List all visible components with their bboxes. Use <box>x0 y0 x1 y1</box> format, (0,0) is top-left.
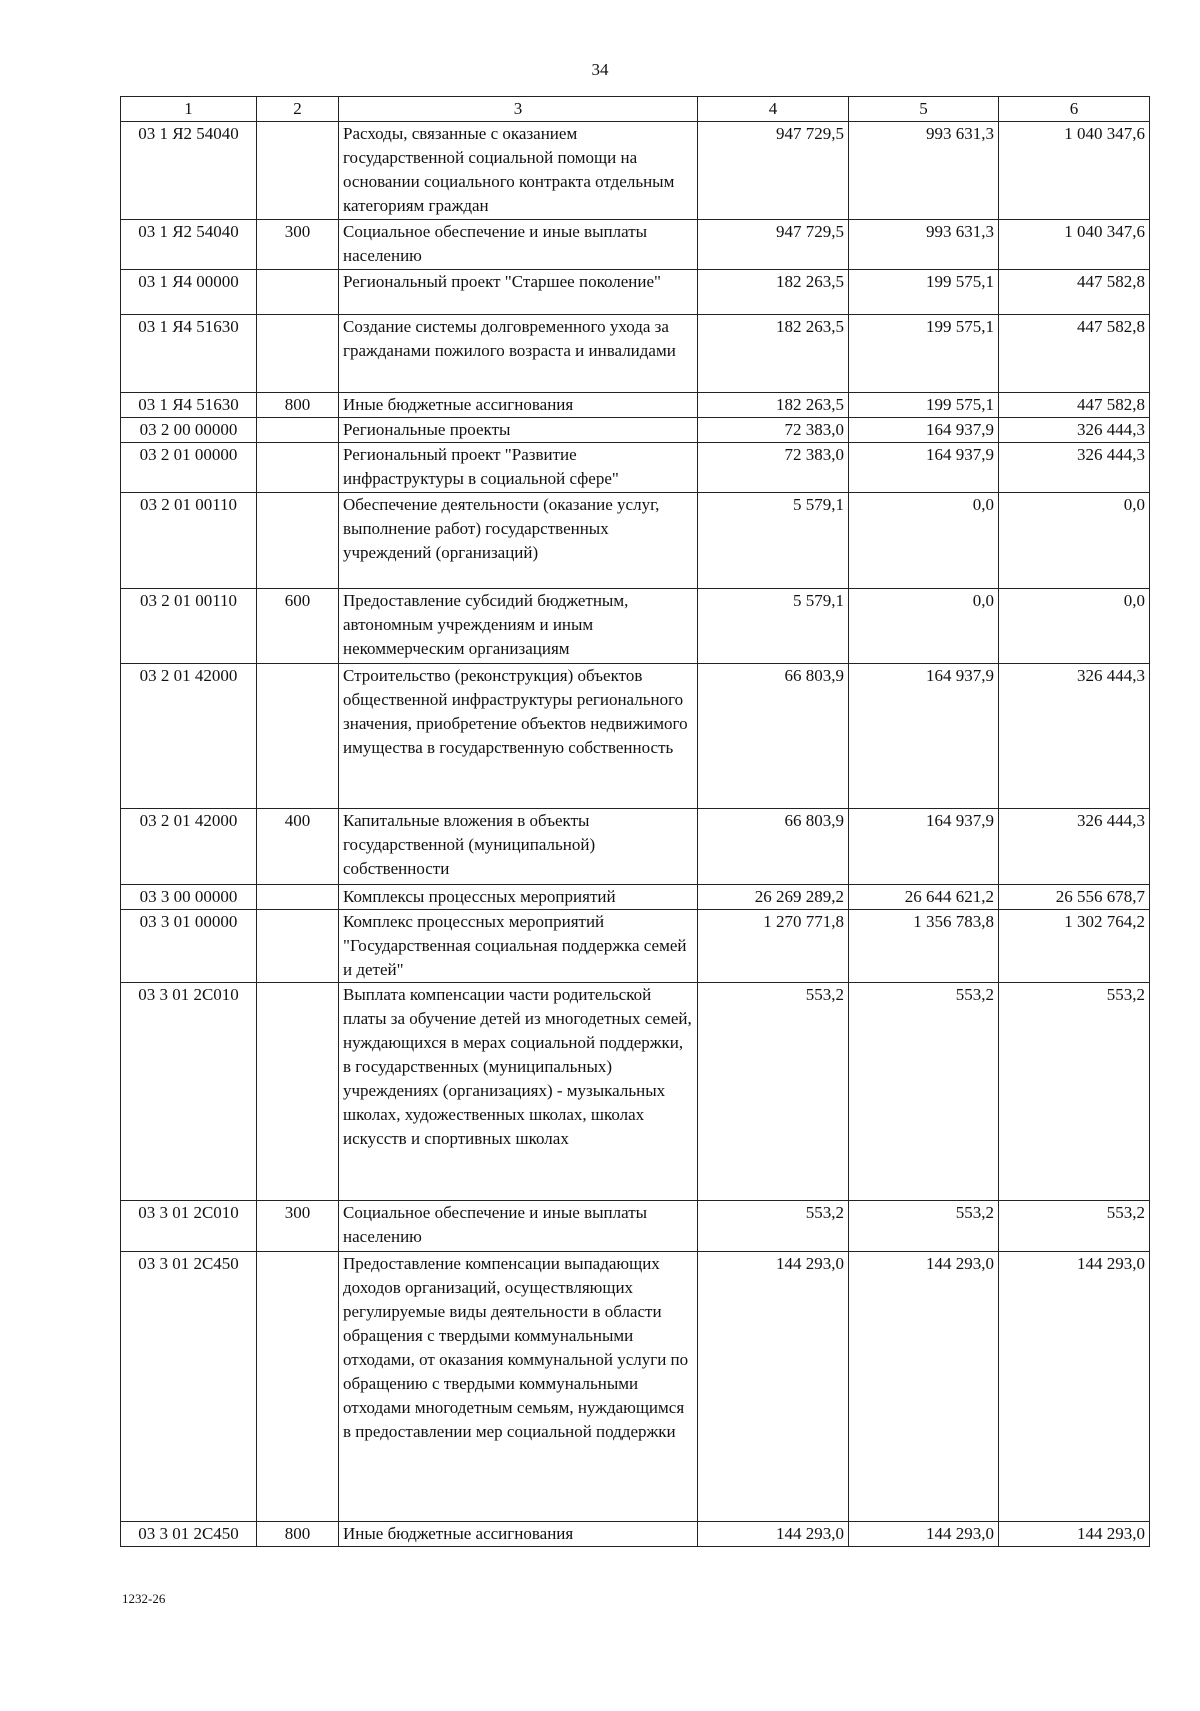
column-header: 5 <box>849 97 999 122</box>
amount-cell: 164 937,9 <box>849 443 999 493</box>
table-row <box>121 910 1150 983</box>
code-cell: 03 3 01 2С010 <box>121 1201 257 1252</box>
amount-cell: 0,0 <box>849 589 999 664</box>
code-cell: 03 2 01 00110 <box>121 589 257 664</box>
amount-cell: 947 729,5 <box>698 220 849 270</box>
name-cell: Выплата компенсации части родительской платы за обучение детей из многодетных семей, нуждающихся в мерах социальной поддержки, в государственных (муниципальных) учреждениях (организациях) - музыкальных школах, художественных школах, школах искусств и спортивных школах <box>339 983 698 1201</box>
amount-cell: 326 444,3 <box>999 664 1150 809</box>
table-row <box>121 664 1150 809</box>
amount-cell: 447 582,8 <box>999 393 1150 418</box>
amount-cell: 66 803,9 <box>698 664 849 809</box>
name-cell: Комплексы процессных мероприятий <box>339 885 698 910</box>
amount-cell: 164 937,9 <box>849 418 999 443</box>
expense-type-cell <box>257 664 339 809</box>
column-header: 1 <box>121 97 257 122</box>
table-row <box>121 1252 1150 1522</box>
expense-type-cell: 300 <box>257 220 339 270</box>
amount-cell: 144 293,0 <box>698 1252 849 1522</box>
table-row <box>121 809 1150 885</box>
expense-type-cell <box>257 418 339 443</box>
code-cell: 03 3 00 00000 <box>121 885 257 910</box>
amount-cell: 447 582,8 <box>999 315 1150 393</box>
amount-cell: 1 302 764,2 <box>999 910 1150 983</box>
amount-cell: 164 937,9 <box>849 809 999 885</box>
code-cell: 03 2 01 00110 <box>121 493 257 589</box>
column-header: 3 <box>339 97 698 122</box>
code-cell: 03 1 Я2 54040 <box>121 220 257 270</box>
table-row <box>121 122 1150 220</box>
amount-cell: 553,2 <box>999 1201 1150 1252</box>
expense-type-cell: 800 <box>257 393 339 418</box>
name-cell: Комплекс процессных мероприятий "Государственная социальная поддержка семей и детей" <box>339 910 698 983</box>
expense-type-cell: 300 <box>257 1201 339 1252</box>
name-cell: Иные бюджетные ассигнования <box>339 1522 698 1547</box>
amount-cell: 182 263,5 <box>698 393 849 418</box>
table-row <box>121 589 1150 664</box>
code-cell: 03 1 Я4 51630 <box>121 393 257 418</box>
expense-type-cell: 400 <box>257 809 339 885</box>
name-cell: Иные бюджетные ассигнования <box>339 393 698 418</box>
name-cell: Социальное обеспечение и иные выплаты населению <box>339 220 698 270</box>
table-row <box>121 393 1150 418</box>
column-header: 6 <box>999 97 1150 122</box>
amount-cell: 326 444,3 <box>999 443 1150 493</box>
code-cell: 03 1 Я4 51630 <box>121 315 257 393</box>
amount-cell: 1 356 783,8 <box>849 910 999 983</box>
amount-cell: 553,2 <box>999 983 1150 1201</box>
code-cell: 03 3 01 2С450 <box>121 1252 257 1522</box>
column-header: 2 <box>257 97 339 122</box>
amount-cell: 5 579,1 <box>698 589 849 664</box>
amount-cell: 144 293,0 <box>849 1522 999 1547</box>
table-header-row <box>121 97 1150 122</box>
amount-cell: 182 263,5 <box>698 270 849 315</box>
amount-cell: 993 631,3 <box>849 122 999 220</box>
amount-cell: 0,0 <box>849 493 999 589</box>
amount-cell: 144 293,0 <box>849 1252 999 1522</box>
amount-cell: 993 631,3 <box>849 220 999 270</box>
budget-table <box>120 96 1150 1547</box>
amount-cell: 447 582,8 <box>999 270 1150 315</box>
document-code: 1232-26 <box>122 1591 166 1606</box>
table-row <box>121 418 1150 443</box>
code-cell: 03 3 01 00000 <box>121 910 257 983</box>
table-row <box>121 1201 1150 1252</box>
amount-cell: 182 263,5 <box>698 315 849 393</box>
expense-type-cell <box>257 910 339 983</box>
amount-cell: 66 803,9 <box>698 809 849 885</box>
name-cell: Расходы, связанные с оказанием государственной социальной помощи на основании социального контракта отдельным категориям граждан <box>339 122 698 220</box>
page-number: 34 <box>591 60 609 79</box>
code-cell: 03 2 00 00000 <box>121 418 257 443</box>
name-cell: Предоставление компенсации выпадающих доходов организаций, осуществляющих регулируемые виды деятельности в области обращения с твердыми коммунальными отходами, от оказания коммунальной услуги по обращению с твердыми коммунальными отходами многодетным семьям, нуждающимся в предоставлении мер социальной поддержки <box>339 1252 698 1522</box>
amount-cell: 553,2 <box>849 1201 999 1252</box>
amount-cell: 199 575,1 <box>849 315 999 393</box>
expense-type-cell <box>257 493 339 589</box>
amount-cell: 26 644 621,2 <box>849 885 999 910</box>
code-cell: 03 3 01 2С450 <box>121 1522 257 1547</box>
amount-cell: 144 293,0 <box>999 1522 1150 1547</box>
name-cell: Создание системы долговременного ухода за гражданами пожилого возраста и инвалидами <box>339 315 698 393</box>
amount-cell: 947 729,5 <box>698 122 849 220</box>
name-cell: Региональные проекты <box>339 418 698 443</box>
amount-cell: 1 040 347,6 <box>999 220 1150 270</box>
amount-cell: 553,2 <box>698 1201 849 1252</box>
table-row <box>121 983 1150 1201</box>
expense-type-cell <box>257 1252 339 1522</box>
amount-cell: 553,2 <box>698 983 849 1201</box>
amount-cell: 72 383,0 <box>698 443 849 493</box>
name-cell: Региональный проект "Развитие инфраструктуры в социальной сфере" <box>339 443 698 493</box>
code-cell: 03 2 01 00000 <box>121 443 257 493</box>
table-row <box>121 270 1150 315</box>
amount-cell: 326 444,3 <box>999 418 1150 443</box>
name-cell: Капитальные вложения в объекты государственной (муниципальной) собственности <box>339 809 698 885</box>
code-cell: 03 3 01 2С010 <box>121 983 257 1201</box>
amount-cell: 144 293,0 <box>698 1522 849 1547</box>
expense-type-cell: 600 <box>257 589 339 664</box>
code-cell: 03 2 01 42000 <box>121 664 257 809</box>
table-row <box>121 1522 1150 1547</box>
amount-cell: 72 383,0 <box>698 418 849 443</box>
name-cell: Социальное обеспечение и иные выплаты населению <box>339 1201 698 1252</box>
table-row <box>121 315 1150 393</box>
amount-cell: 199 575,1 <box>849 270 999 315</box>
code-cell: 03 1 Я2 54040 <box>121 122 257 220</box>
amount-cell: 5 579,1 <box>698 493 849 589</box>
column-header: 4 <box>698 97 849 122</box>
expense-type-cell <box>257 885 339 910</box>
expense-type-cell <box>257 315 339 393</box>
name-cell: Региональный проект "Старшее поколение" <box>339 270 698 315</box>
amount-cell: 164 937,9 <box>849 664 999 809</box>
amount-cell: 326 444,3 <box>999 809 1150 885</box>
amount-cell: 0,0 <box>999 589 1150 664</box>
amount-cell: 1 040 347,6 <box>999 122 1150 220</box>
name-cell: Предоставление субсидий бюджетным, автономным учреждениям и иным некоммерческим организациям <box>339 589 698 664</box>
name-cell: Обеспечение деятельности (оказание услуг, выполнение работ) государственных учреждений (организаций) <box>339 493 698 589</box>
expense-type-cell <box>257 270 339 315</box>
code-cell: 03 2 01 42000 <box>121 809 257 885</box>
amount-cell: 144 293,0 <box>999 1252 1150 1522</box>
amount-cell: 26 556 678,7 <box>999 885 1150 910</box>
table-row <box>121 443 1150 493</box>
amount-cell: 553,2 <box>849 983 999 1201</box>
amount-cell: 1 270 771,8 <box>698 910 849 983</box>
code-cell: 03 1 Я4 00000 <box>121 270 257 315</box>
expense-type-cell: 800 <box>257 1522 339 1547</box>
expense-type-cell <box>257 983 339 1201</box>
table-row <box>121 220 1150 270</box>
name-cell: Строительство (реконструкция) объектов общественной инфраструктуры регионального значения, приобретение объектов недвижимого имущества в государственную собственность <box>339 664 698 809</box>
table-row <box>121 493 1150 589</box>
amount-cell: 0,0 <box>999 493 1150 589</box>
expense-type-cell <box>257 443 339 493</box>
amount-cell: 26 269 289,2 <box>698 885 849 910</box>
amount-cell: 199 575,1 <box>849 393 999 418</box>
table-row <box>121 885 1150 910</box>
expense-type-cell <box>257 122 339 220</box>
